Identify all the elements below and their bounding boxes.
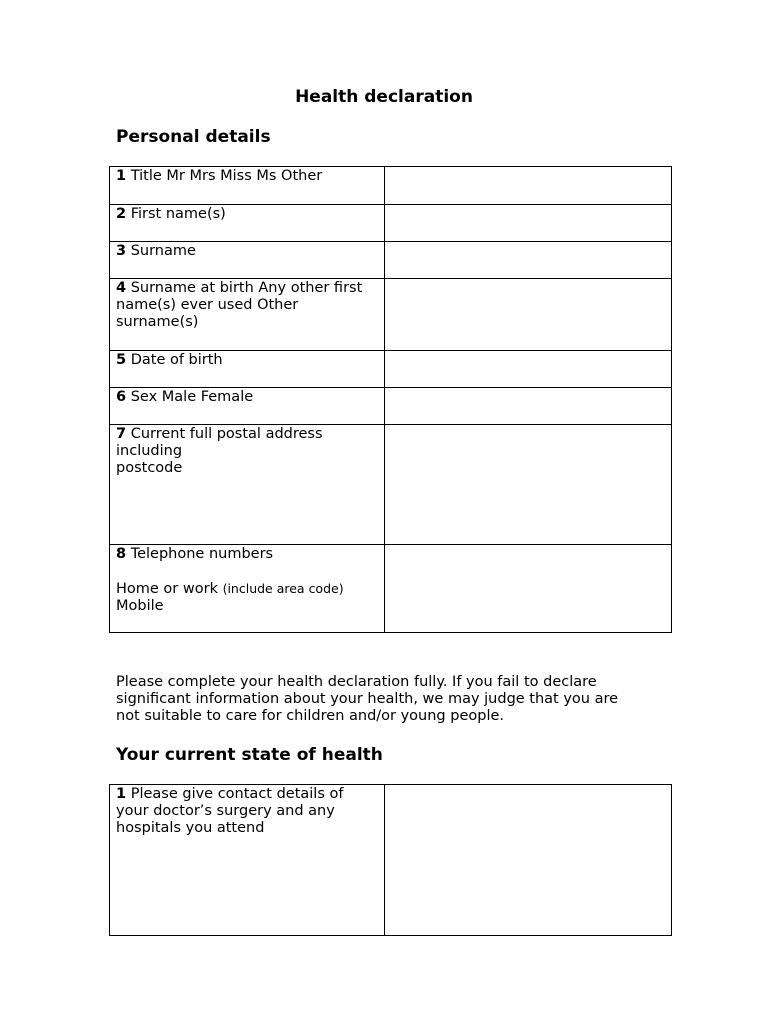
question-number: 1 [116,786,127,802]
home-work-label: Home or work [116,581,218,597]
answer-field-sex[interactable] [385,388,672,425]
question-number: 4 [116,280,127,296]
table-row [110,205,672,242]
answer-field-doctor-contact[interactable] [385,785,672,936]
answer-field-telephone[interactable] [385,545,672,633]
question-cell [110,425,385,545]
question-cell [110,279,385,351]
question-number: 1 [116,168,127,184]
question-number: 8 [116,546,127,562]
question-number: 5 [116,352,127,368]
question-label-address-postcode: postcode [116,460,183,476]
personal-details-table [109,166,672,633]
answer-field-other-names[interactable] [385,279,672,351]
table-row [110,167,672,205]
area-code-note: (include area code) [222,581,344,596]
question-cell [110,351,385,388]
current-health-table [109,784,672,936]
mobile-label: Mobile [116,598,164,614]
current-health-heading: Your current state of health [116,745,383,765]
question-cell [110,205,385,242]
question-label-doctor-contact: Please give contact details of your doctor’s surgery and any hospitals you attend [116,786,344,836]
table-row [110,388,672,425]
question-label-surname: Surname [130,243,196,259]
question-number: 6 [116,389,127,405]
answer-field-date-of-birth[interactable] [385,351,672,388]
document-title: Health declaration [295,87,473,107]
table-row [110,279,672,351]
declaration-notice: Please complete your health declaration fully. If you fail to declare significant information about your health, we may judge that you are not suitable to care for children and/or young people. [116,674,619,724]
answer-field-first-names[interactable] [385,205,672,242]
question-label-telephone: Telephone numbers [130,546,274,562]
question-cell [110,388,385,425]
table-row [110,351,672,388]
question-label-sex: Sex Male Female [130,389,254,405]
table-row [110,425,672,545]
question-cell [110,545,385,633]
question-label-other-names: Surname at birth Any other first name(s) ever used Other surname(s) [116,280,363,330]
question-cell [110,242,385,279]
question-label-date-of-birth: Date of birth [130,352,223,368]
question-number: 7 [116,426,127,442]
personal-details-heading: Personal details [116,127,271,147]
answer-field-address[interactable] [385,425,672,545]
table-row [110,545,672,633]
answer-field-surname[interactable] [385,242,672,279]
table-row [110,785,672,936]
question-label-address: Current full postal address including [116,426,323,459]
question-cell [110,167,385,205]
table-row [110,242,672,279]
answer-field-title[interactable] [385,167,672,205]
question-label-title: Title Mr Mrs Miss Ms Other [130,168,323,184]
question-cell [110,785,385,936]
question-label-first-names: First name(s) [130,206,226,222]
question-number: 2 [116,206,127,222]
question-number: 3 [116,243,127,259]
